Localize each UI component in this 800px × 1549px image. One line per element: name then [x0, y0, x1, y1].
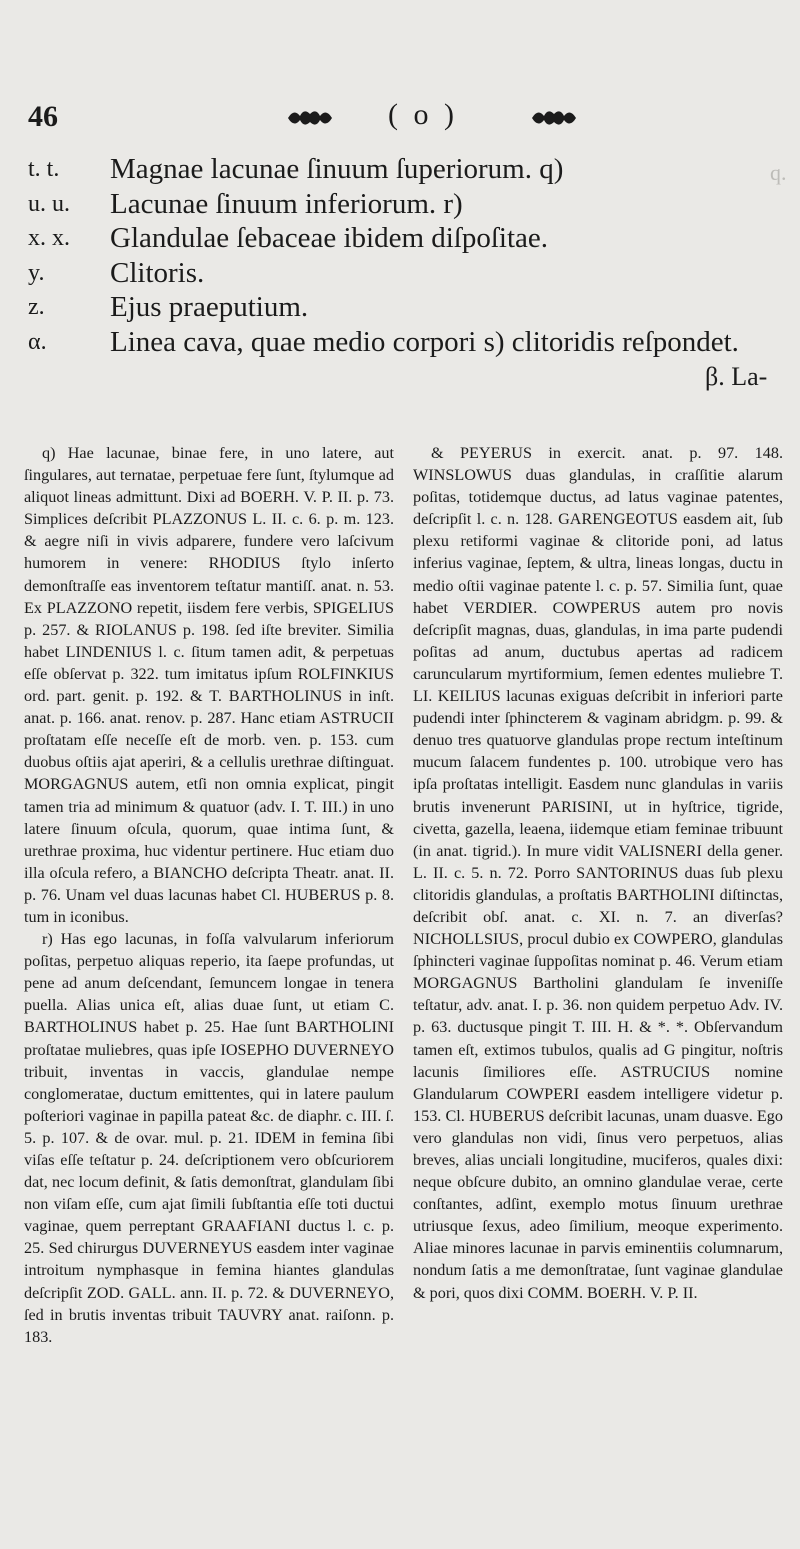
legend-item [28, 221, 788, 256]
legend-text: Glandulae ſebaceae ibidem diſpoſitae. [110, 222, 549, 255]
legend-item [28, 187, 788, 222]
legend-text: Magnae lacunae ſinuum ſuperiorum. q) [110, 153, 564, 185]
bleed-through-text: q. [770, 160, 787, 185]
legend-key: x. x. [28, 225, 70, 252]
legend-key: y. [28, 259, 45, 286]
legend-key: α. [28, 328, 47, 355]
catchword: β. La- [705, 362, 768, 391]
figure-legend [28, 152, 788, 360]
page-signature: ( o ) [388, 98, 458, 131]
legend-text: Clitoris. [110, 256, 205, 289]
legend-key: z. [28, 294, 45, 321]
legend-key: u. u. [28, 190, 70, 217]
footnote-column-right [413, 442, 783, 1304]
footnote-q-continued: & PEYERUS in exercit. anat. p. 97. 148. WINSLOWUS duas glandulas, in craſſitie alarum poſitas, totidemque ductus, ad latus vaginae patentes, deſcripſit l. c. n. 128. GARENGEOTUS easdem ait, ſub plexu retiformi vaginae & clitoride poni, ad latus inferius vaginae, ſeptem, & ultra, lineas longas, ductu in medio oſtii vaginae patente l. c. p. 57. Similia ſunt, quae habet VERDIER. COWPERUS autem pro novis deſcripſit magnas, duas, glandulas, in ima parte pudendi poſitas ad anum, ductubus apertas ad radicem caruncularum myrtiformium, ſemen edentes muliebre T. LI. KEILIUS lacunas exiguas deſcribit in inferiori parte pudendi inter ſphincterem & vaginam abridgm. p. 99. & denuo tres quatuorve glandulas prope rectum inteſtinum mucum ſalacem fundentes p. 100. utrobique vero has ipſa proſtatas intelligit. Easdem nunc glandulas in variis brutis invenerunt PARISINI, ut in hyſtrice, tigride, civetta, gazella, leaena, iidemque etiam feminae tribuunt (in anat. tigrid.). In mure vidit VALISNERI della gener. L. II. c. 5. n. 72. Porro SANTORINUS duas ſub plexu clitoridis glandulas, a proſtatis BARTHOLINI diſtinctas, deſcribit obſ. anat. c. XI. n. 7. an diverſas? NICHOLLSIUS, procul dubio ex COWPERO, glandulas ſphincteri vaginae ſuppoſitas nominat p. 46. Verum etiam MORGAGNUS Bartholini glandulam ſe inveniſſe teſtatur, adv. anat. I. p. 36. non quidem perpetuo Adv. IV. p. 63. ductusque pingit T. III. H. & *. *. Obſervandum tamen eſt, extimos tubulos, qualis ad G pingitur, noſtris lacunis ſimiliores eſſe. ASTRUCIUS nomine Glandularum COWPERI easdem intelligere videtur p. 153. Cl. HUBERUS deſcribit lacunas, unam duasve. Ego vero glandulas non vidi, ſinus vero perpetuos, alias breves, alias unciali longitudine, muciferos, quales dixi: neque obſcure dubito, an omnino glandulae verae, certe conſtantes, adſint, exemplo motus ſinuum urethrae utriusque ſexus, adeo ſimilium, meoque experimento. Aliae minores lacunae in parvis eminentiis columnarum, nondum ſatis a me demonſtratae, ſunt vaginae glandulae & pori, quos dixi COMM. BOERH. V. P. II. [413, 444, 783, 1302]
printers-ornament-icon [286, 106, 334, 130]
legend-item [28, 152, 788, 187]
footnote-q: q) Hae lacunae, binae fere, in uno latere, aut ſingulares, aut ternatae, perpetuae fere ſunt, ſtylumque ad aliquot lineas admittunt. Dixi ad BOERH. V. P. II. p. 73. Simplices deſcribit PLAZZONUS L. II. c. 6. p. m. 123. & aegre niſi in vivis adparere, fundere vero laſcivum humorem in venere: RHODIUS ſtylo inſerto demonſtraſſe eas inventorem teſtatur mantiſſ. anat. n. 53. Ex PLAZZONO repetit, iisdem fere verbis, SPIGELIUS p. 257. & RIOLANUS p. 198. ſed iſte breviter. Similia habet LINDENIUS l. c. ſitum tamen adit, & perpetuas eſſe obſervat p. 322. tum imitatus ipſum ROLFINKIUS ord. part. genit. p. 192. & T. BARTHOLINUS in inſt. anat. p. 166. anat. renov. p. 287. Hanc etiam ASTRUCII proſtatam eſſe neceſſe eſt de morb. ven. p. 153. cum duobus oſtiis ajat aperiri, & a cellulis urethrae diſtinguat. MORGAGNUS autem, etſi non omnia explicat, pingit tamen tria ad minimum & quatuor (adv. I. T. III.) in uno latere ſinuum oſcula, quorum, quae intima ſunt, & urethrae proxima, huc videntur pertinere. Huc etiam duo illa oſcula refero, a BIANCHO deſcripta Theatr. anat. II. p. 76. Unam vel duas lacunas habet Cl. HUBERUS p. 8. tum in iconibus. [24, 444, 394, 926]
legend-item [28, 325, 788, 360]
page-number: 46 [28, 100, 58, 133]
legend-text: Ejus praeputium. [110, 291, 309, 324]
printers-ornament-icon [530, 106, 578, 130]
legend-text: Linea cava, quae medio corpori s) clitoridis reſpondet. [110, 325, 739, 358]
footnote-r: r) Has ego lacunas, in foſſa valvularum inferiorum poſitas, perpetuo aliquas reperio, ita ſaepe profundas, ut pene ad anum deſcendant, ſemuncem longae in tenera puella. Alias unica eſt, alias duae ſunt, ut etiam C. BARTHOLINUS habet p. 25. Hae ſunt BARTHOLINI proſtatae muliebres, quas ipſe IOSEPHO DUVERNEYO tribuit, inventas in vaccis, glandulae nempe conglomeratae, ductum emittentes, qui in latere paulum poſteriori vaginae in papilla pateat &c. de diaphr. c. III. ſ. 5. p. 107. & de ovar. mul. p. 21. IDEM in femina ſibi viſas eſſe teſtatur p. 24. deſcriptionem vero obſcuriorem dat, nec locum definit, & ſatis demonſtrat, glandulam ſibi non viſam eſſe, cum ajat ſimili ſubſtantia eſſe toti ductui vaginae, quem perreptant GRAAFIANI ductus l. c. p. 25. Sed chirurgus DUVERNEYUS easdem inter vaginae introitum nymphasque in femina hiantes glandulas deſcripſit ZOD. GALL. ann. II. p. 72. & DUVERNEYO, ſed in brutis inventas tribuit TAUVRY anat. raiſonn. p. 183. [24, 930, 394, 1346]
running-header [28, 96, 778, 140]
legend-item [28, 256, 788, 291]
footnote-column-left [24, 442, 394, 1348]
legend-text: Lacunae ſinuum inferiorum. r) [110, 187, 463, 220]
legend-key: t. t. [28, 156, 60, 182]
legend-item [28, 290, 788, 325]
